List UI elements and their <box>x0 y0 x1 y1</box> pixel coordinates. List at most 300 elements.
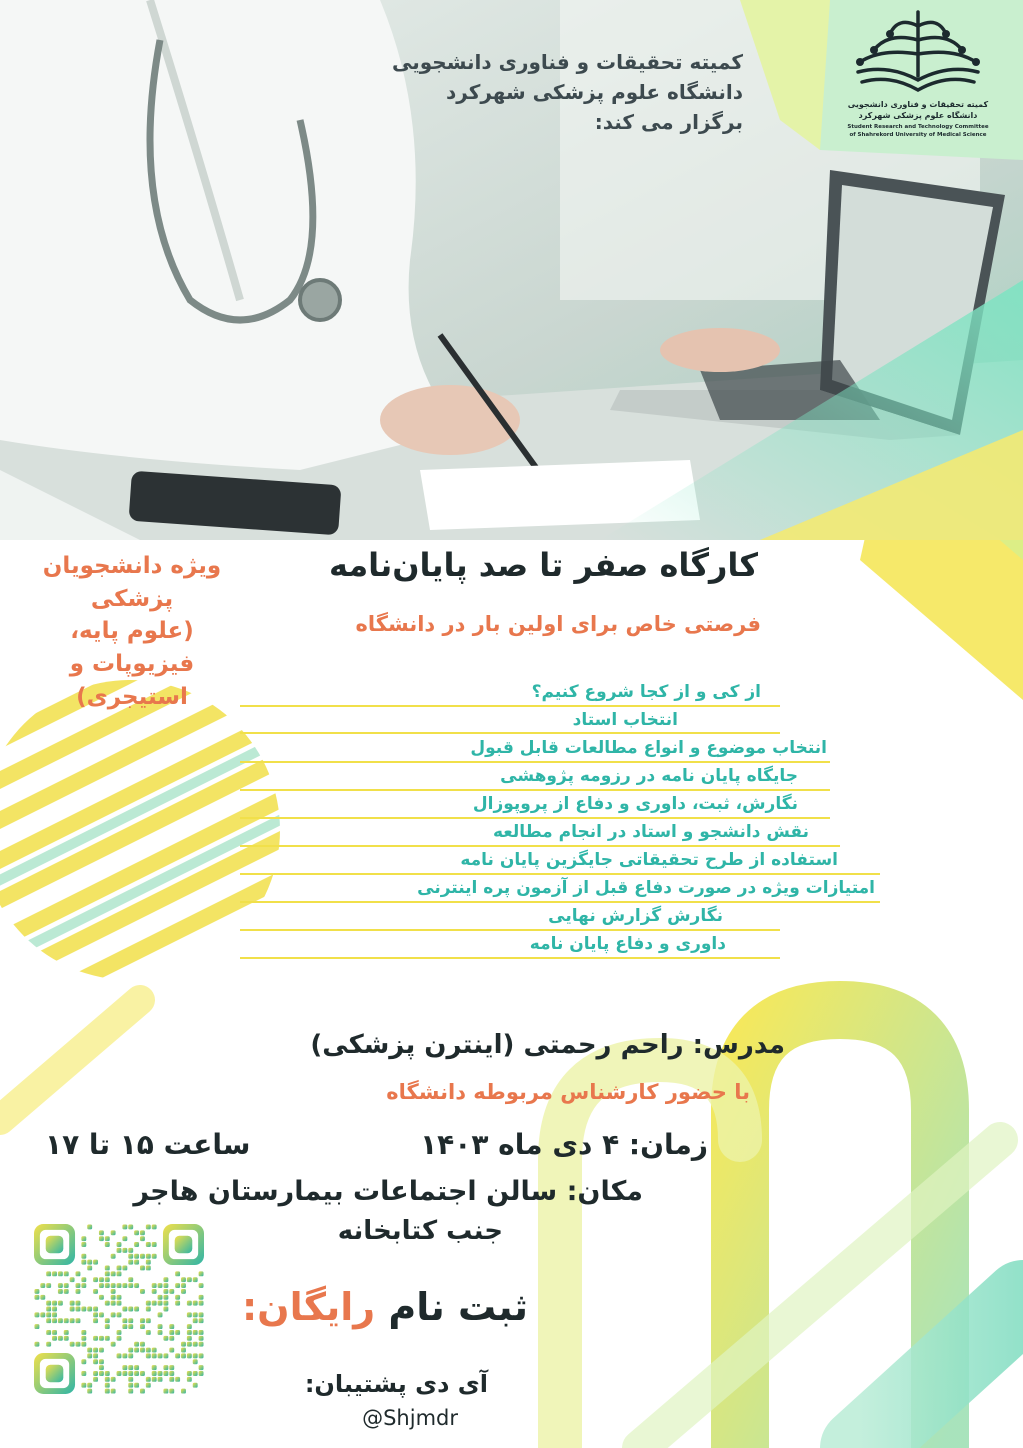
qr-module <box>34 1342 39 1347</box>
qr-module <box>128 1348 133 1353</box>
qr-module <box>175 1295 180 1300</box>
qr-module <box>122 1371 127 1376</box>
qr-module <box>181 1389 186 1394</box>
qr-module <box>146 1353 151 1358</box>
qr-module <box>58 1301 63 1306</box>
qr-module <box>87 1266 92 1271</box>
qr-module <box>117 1266 122 1271</box>
qr-module <box>34 1312 39 1317</box>
qr-module <box>122 1318 127 1323</box>
logo-fa-line-1: کمیته تحقیقات و فناوری دانشجویی <box>847 100 989 109</box>
qr-module <box>175 1353 180 1358</box>
qr-module <box>181 1289 186 1294</box>
registration-free-label: رایگان: <box>241 1285 376 1329</box>
qr-module <box>111 1283 116 1288</box>
qr-module <box>134 1230 139 1235</box>
qr-module <box>81 1277 86 1282</box>
topic-item: نگارش گزارش نهایی <box>548 906 723 926</box>
qr-module <box>81 1236 86 1241</box>
qr-module <box>46 1342 51 1347</box>
qr-module <box>146 1224 151 1229</box>
qr-module <box>128 1318 133 1323</box>
qr-module <box>46 1330 51 1335</box>
qr-module <box>199 1312 204 1317</box>
qr-module <box>134 1365 139 1370</box>
qr-module <box>146 1260 151 1265</box>
qr-module <box>199 1330 204 1335</box>
qr-module <box>152 1289 157 1294</box>
qr-module <box>81 1342 86 1347</box>
qr-module <box>105 1266 110 1271</box>
qr-module <box>40 1295 45 1300</box>
qr-module <box>46 1307 51 1312</box>
qr-module <box>146 1242 151 1247</box>
support-id-label: آی دی پشتیبان: <box>304 1370 488 1398</box>
qr-module <box>111 1295 116 1300</box>
qr-module <box>93 1359 98 1364</box>
qr-module <box>40 1312 45 1317</box>
qr-module <box>76 1271 81 1276</box>
qr-module <box>81 1336 86 1341</box>
qr-module <box>76 1307 81 1312</box>
qr-module <box>111 1254 116 1259</box>
qr-module <box>140 1230 145 1235</box>
organizer-line-1: کمیته تحقیقات و فناوری دانشجویی <box>392 50 743 74</box>
qr-module <box>52 1330 57 1335</box>
qr-module <box>140 1318 145 1323</box>
qr-module <box>64 1283 69 1288</box>
qr-module <box>140 1236 145 1241</box>
qr-module <box>152 1353 157 1358</box>
qr-code-icon[interactable] <box>34 1224 204 1394</box>
qr-module <box>140 1348 145 1353</box>
qr-module <box>46 1318 51 1323</box>
qr-module <box>58 1289 63 1294</box>
qr-module <box>199 1318 204 1323</box>
qr-module <box>70 1307 75 1312</box>
qr-module <box>87 1224 92 1229</box>
qr-module <box>105 1318 110 1323</box>
organizer-line-2: دانشگاه علوم پزشکی شهرکرد <box>446 80 743 104</box>
qr-module <box>64 1336 69 1341</box>
qr-module <box>187 1342 192 1347</box>
qr-module <box>134 1307 139 1312</box>
qr-module <box>134 1242 139 1247</box>
qr-module <box>122 1353 127 1358</box>
qr-module <box>152 1254 157 1259</box>
logo-en-line-1: Student Research and Technology Committee <box>847 124 989 130</box>
qr-module <box>152 1224 157 1229</box>
qr-module <box>199 1271 204 1276</box>
qr-module <box>128 1383 133 1388</box>
qr-module <box>163 1283 168 1288</box>
qr-module <box>187 1336 192 1341</box>
qr-module <box>93 1312 98 1317</box>
qr-module <box>146 1383 151 1388</box>
qr-module <box>199 1295 204 1300</box>
qr-module <box>146 1377 151 1382</box>
qr-module <box>105 1336 110 1341</box>
qr-module <box>52 1301 57 1306</box>
qr-module <box>169 1336 174 1341</box>
qr-module <box>128 1389 133 1394</box>
qr-module <box>111 1389 116 1394</box>
qr-module <box>81 1330 86 1335</box>
qr-module <box>46 1365 64 1383</box>
qr-module <box>175 1271 180 1276</box>
qr-module <box>111 1271 116 1276</box>
qr-module <box>105 1271 110 1276</box>
topic-item: نگارش، ثبت، داوری و دفاع از پروپوزال <box>472 794 798 814</box>
qr-module <box>117 1312 122 1317</box>
qr-module <box>152 1377 157 1382</box>
qr-module <box>181 1283 186 1288</box>
qr-module <box>169 1389 174 1394</box>
audience-line-5: استیجری) <box>76 683 188 710</box>
event-hours: ساعت ۱۵ تا ۱۷ <box>45 1128 251 1161</box>
qr-module <box>93 1277 98 1282</box>
qr-module <box>146 1307 151 1312</box>
qr-module <box>117 1330 122 1335</box>
qr-module <box>87 1307 92 1312</box>
qr-module <box>81 1383 86 1388</box>
qr-module <box>34 1289 39 1294</box>
qr-module <box>58 1318 63 1323</box>
qr-module <box>87 1389 92 1394</box>
qr-module <box>134 1342 139 1347</box>
qr-module <box>128 1254 133 1259</box>
qr-module <box>152 1348 157 1353</box>
qr-module <box>46 1301 51 1306</box>
qr-module <box>163 1277 168 1282</box>
qr-module <box>163 1365 168 1370</box>
qr-module <box>117 1301 122 1306</box>
qr-module <box>93 1318 98 1323</box>
qr-module <box>122 1365 127 1370</box>
qr-module <box>169 1348 174 1353</box>
qr-module <box>140 1389 145 1394</box>
qr-module <box>193 1371 198 1376</box>
qr-module <box>152 1371 157 1376</box>
qr-module <box>193 1301 198 1306</box>
qr-module <box>169 1289 174 1294</box>
qr-module <box>105 1301 110 1306</box>
qr-module <box>117 1283 122 1288</box>
event-place-note: جنب کتابخانه <box>337 1216 503 1246</box>
qr-module <box>64 1289 69 1294</box>
qr-module <box>52 1318 57 1323</box>
qr-module <box>134 1371 139 1376</box>
qr-module <box>111 1342 116 1347</box>
qr-module <box>193 1312 198 1317</box>
qr-module <box>199 1301 204 1306</box>
qr-module <box>199 1365 204 1370</box>
qr-module <box>187 1377 192 1382</box>
qr-module <box>187 1277 192 1282</box>
qr-module <box>152 1365 157 1370</box>
qr-module <box>52 1307 57 1312</box>
event-title: کارگاه صفر تا صد پایان‌نامه <box>328 546 758 584</box>
qr-module <box>199 1283 204 1288</box>
qr-module <box>93 1307 98 1312</box>
qr-module <box>193 1318 198 1323</box>
qr-module <box>163 1336 168 1341</box>
qr-module <box>46 1271 51 1276</box>
topic-item: نقش دانشجو و استاد در انجام مطالعه <box>492 822 809 842</box>
qr-module <box>93 1353 98 1358</box>
qr-module <box>81 1242 86 1247</box>
qr-module <box>146 1254 151 1259</box>
qr-module <box>193 1383 198 1388</box>
qr-module <box>181 1353 186 1358</box>
qr-module <box>87 1353 92 1358</box>
qr-module <box>128 1277 133 1282</box>
qr-module <box>128 1365 133 1370</box>
teacher-info: مدرس: راحم رحمتی (اینترن پزشکی) <box>310 1030 785 1060</box>
free-registration <box>242 1285 528 1329</box>
qr-module <box>175 1301 180 1306</box>
qr-module <box>134 1283 139 1288</box>
qr-module <box>52 1271 57 1276</box>
qr-module <box>152 1283 157 1288</box>
qr-module <box>128 1283 133 1288</box>
qr-module <box>140 1254 145 1259</box>
qr-module <box>117 1295 122 1300</box>
qr-module <box>169 1365 174 1370</box>
qr-module <box>93 1260 98 1265</box>
qr-module <box>70 1301 75 1306</box>
qr-module <box>122 1224 127 1229</box>
audience-line-1: ویژه دانشجویان <box>42 553 222 579</box>
qr-module <box>99 1277 104 1282</box>
qr-module <box>99 1295 104 1300</box>
qr-module <box>111 1289 116 1294</box>
qr-module <box>117 1371 122 1376</box>
qr-module <box>158 1377 163 1382</box>
topic-item: انتخاب موضوع و انواع مطالعات قابل قبول <box>470 738 827 758</box>
qr-module <box>146 1301 151 1306</box>
qr-module <box>163 1307 168 1312</box>
qr-module <box>117 1271 122 1276</box>
qr-module <box>99 1230 104 1235</box>
qr-module <box>93 1336 98 1341</box>
qr-module <box>122 1324 127 1329</box>
qr-module <box>105 1371 110 1376</box>
topic-item: از کی و از کجا شروع کنیم؟ <box>531 682 761 702</box>
qr-module <box>99 1359 104 1364</box>
qr-module <box>81 1283 86 1288</box>
qr-module <box>76 1289 81 1294</box>
qr-module <box>76 1283 81 1288</box>
qr-module <box>169 1330 174 1335</box>
qr-module <box>152 1301 157 1306</box>
qr-module <box>117 1336 122 1341</box>
qr-module <box>111 1230 116 1235</box>
qr-module <box>40 1283 45 1288</box>
qr-module <box>169 1324 174 1329</box>
qr-module <box>193 1277 198 1282</box>
topic-item: داوری و دفاع پایان نامه <box>529 934 726 954</box>
registration-label: ثبت نام <box>388 1285 528 1329</box>
qr-module <box>81 1254 86 1259</box>
qr-module <box>105 1242 110 1247</box>
qr-module <box>158 1330 163 1335</box>
qr-module <box>46 1283 51 1288</box>
qr-module <box>187 1301 192 1306</box>
qr-module <box>111 1301 116 1306</box>
qr-module <box>140 1289 145 1294</box>
qr-module <box>70 1342 75 1347</box>
qr-module <box>128 1248 133 1253</box>
qr-module <box>187 1330 192 1335</box>
qr-module <box>76 1318 81 1323</box>
qr-module <box>169 1371 174 1376</box>
qr-module <box>163 1371 168 1376</box>
qr-module <box>140 1371 145 1376</box>
qr-module <box>76 1301 81 1306</box>
event-place: مکان: سالن اجتماعات بیمارستان هاجر <box>133 1176 643 1207</box>
qr-module <box>199 1342 204 1347</box>
qr-module <box>181 1342 186 1347</box>
qr-module <box>158 1312 163 1317</box>
qr-module <box>81 1260 86 1265</box>
qr-module <box>93 1371 98 1376</box>
qr-module <box>99 1348 104 1353</box>
qr-module <box>193 1353 198 1358</box>
qr-module <box>128 1224 133 1229</box>
qr-module <box>181 1348 186 1353</box>
topic-item: امتیازات ویژه در صورت دفاع قبل از آزمون پره اینترنی <box>417 878 875 898</box>
logo-fa-line-2: دانشگاه علوم پزشکی شهرکرد <box>858 111 978 120</box>
qr-module <box>117 1248 122 1253</box>
qr-module <box>70 1277 75 1282</box>
qr-module <box>128 1307 133 1312</box>
qr-module <box>105 1324 110 1329</box>
qr-module <box>87 1348 92 1353</box>
qr-module <box>99 1336 104 1341</box>
qr-module <box>128 1324 133 1329</box>
qr-module <box>99 1283 104 1288</box>
qr-module <box>134 1383 139 1388</box>
qr-module <box>105 1236 110 1241</box>
qr-module <box>64 1318 69 1323</box>
qr-module <box>58 1283 63 1288</box>
qr-module <box>187 1324 192 1329</box>
qr-module <box>105 1277 110 1282</box>
qr-module <box>187 1371 192 1376</box>
qr-module <box>199 1336 204 1341</box>
qr-module <box>93 1377 98 1382</box>
qr-module <box>128 1377 133 1382</box>
qr-module <box>105 1389 110 1394</box>
qr-module <box>64 1330 69 1335</box>
qr-module <box>93 1289 98 1294</box>
qr-module <box>158 1283 163 1288</box>
qr-module <box>46 1236 64 1254</box>
qr-module <box>81 1359 86 1364</box>
qr-module <box>99 1371 104 1376</box>
qr-module <box>158 1295 163 1300</box>
qr-module <box>70 1318 75 1323</box>
audience-line-2: پزشکی <box>90 585 174 612</box>
qr-module <box>140 1342 145 1347</box>
qr-module <box>152 1242 157 1247</box>
topic-item: جایگاه پایان نامه در رزومه پژوهشی <box>500 766 798 786</box>
support-handle[interactable]: @Shjmdr <box>362 1406 458 1430</box>
qr-module <box>181 1277 186 1282</box>
qr-module <box>146 1266 151 1271</box>
qr-module <box>81 1371 86 1376</box>
topic-item: استفاده از طرح تحقیقاتی جایگزین پایان نامه <box>460 850 838 870</box>
qr-module <box>163 1301 168 1306</box>
qr-module <box>175 1236 193 1254</box>
event-date: زمان: ۴ دی ماه ۱۴۰۳ <box>420 1128 708 1161</box>
qr-module <box>175 1283 180 1288</box>
qr-module <box>117 1353 122 1358</box>
qr-module <box>158 1324 163 1329</box>
qr-module <box>146 1330 151 1335</box>
qr-module <box>34 1295 39 1300</box>
qr-module <box>76 1342 81 1347</box>
qr-module <box>163 1389 168 1394</box>
qr-module <box>128 1353 133 1358</box>
qr-module <box>105 1383 110 1388</box>
qr-module <box>163 1353 168 1358</box>
qr-module <box>99 1312 104 1317</box>
qr-module <box>64 1271 69 1276</box>
event-subtitle: فرصتی خاص برای اولین بار در دانشگاه <box>355 612 761 636</box>
qr-module <box>134 1260 139 1265</box>
qr-module <box>122 1248 127 1253</box>
qr-module <box>193 1330 198 1335</box>
qr-module <box>52 1336 57 1341</box>
qr-module <box>87 1260 92 1265</box>
qr-module <box>158 1353 163 1358</box>
logo-en-line-2: of Shahrekord University of Medical Science <box>849 132 987 138</box>
qr-module <box>111 1377 116 1382</box>
qr-module <box>122 1236 127 1241</box>
qr-module <box>175 1330 180 1335</box>
qr-module <box>52 1312 57 1317</box>
audience-line-4: فیزیوپات و <box>69 650 195 677</box>
qr-module <box>58 1336 63 1341</box>
qr-module <box>163 1289 168 1294</box>
qr-module <box>193 1359 198 1364</box>
qr-module <box>99 1236 104 1241</box>
qr-module <box>122 1266 127 1271</box>
qr-module <box>128 1260 133 1265</box>
expert-presence: با حضور کارشناس مربوطه دانشگاه <box>386 1080 750 1104</box>
qr-module <box>34 1324 39 1329</box>
qr-module <box>105 1283 110 1288</box>
qr-module <box>140 1324 145 1329</box>
qr-module <box>134 1254 139 1259</box>
qr-module <box>199 1371 204 1376</box>
qr-module <box>158 1301 163 1306</box>
qr-module <box>158 1371 163 1376</box>
qr-module <box>187 1353 192 1358</box>
qr-module <box>81 1307 86 1312</box>
topic-item: انتخاب استاد <box>572 710 678 730</box>
qr-module <box>117 1242 122 1247</box>
qr-module <box>163 1295 168 1300</box>
qr-module <box>169 1377 174 1382</box>
qr-module <box>99 1365 104 1370</box>
qr-module <box>134 1348 139 1353</box>
organizer-line-3: برگزار می کند: <box>594 110 743 134</box>
qr-module <box>128 1371 133 1376</box>
qr-module <box>58 1271 63 1276</box>
